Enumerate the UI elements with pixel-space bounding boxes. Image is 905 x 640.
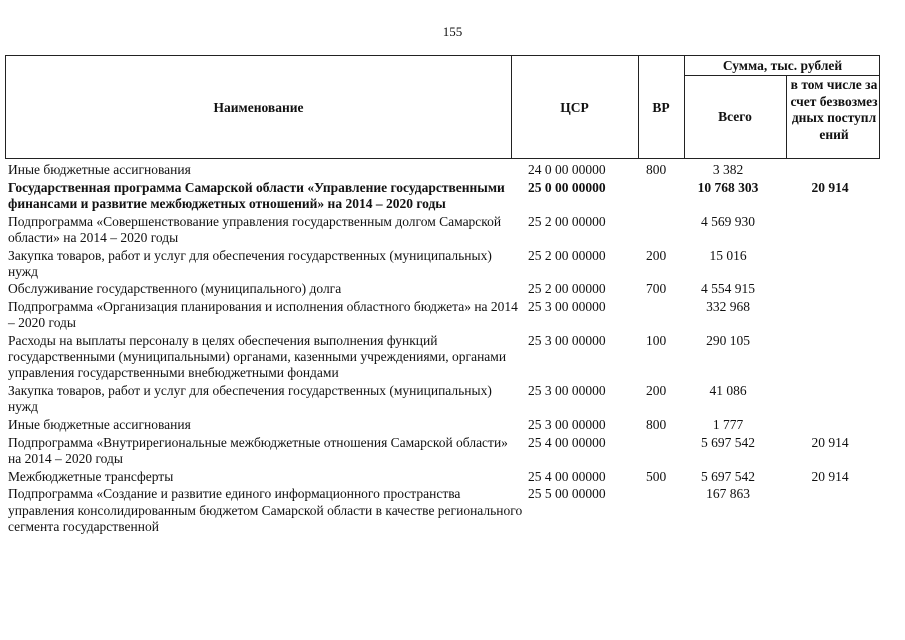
row-name: Закупка товаров, работ и услуг для обеспечения государственных (муниципальных) нужд [8,383,492,415]
row-csr: 25 3 00 00000 [528,333,606,349]
row-vr: 500 [646,468,667,484]
header-vr: ВР [652,100,670,115]
row-csr: 24 0 00 00000 [528,162,606,177]
row-vr: 800 [646,417,667,433]
row-name: Подпрограмма «Создание и развитие единого информационного пространства управления консолидированным бюджетом Самарской области в качестве регионального сегмента государственной [8,486,523,534]
row-total: 167 863 [706,486,750,502]
row-total: 5 697 542 [701,434,755,450]
row-csr: 25 2 00 00000 [528,247,606,263]
table-header [5,55,880,159]
row-total: 1 777 [712,417,744,433]
table-row [0,486,905,535]
header-sum-group: Сумма, тыс. рублей [722,58,843,73]
header-name: Наименование [213,100,304,115]
row-free: 20 914 [811,468,849,484]
divider [786,75,787,158]
row-csr: 25 3 00 00000 [528,417,606,433]
header-total: Всего [718,109,752,124]
header-csr: ЦСР [560,100,589,115]
row-csr: 25 2 00 00000 [528,281,606,297]
row-total: 5 697 542 [701,468,755,484]
row-name: Закупка товаров, работ и услуг для обеспечения государственных (муниципальных) нужд [8,247,492,279]
row-name: Подпрограмма «Внутрирегиональные межбюджетные отношения Самарской области» на 2014 – 2020 годы [8,434,508,466]
header-free-receipts: в том числе за счет безвозмездных поступлений [790,77,878,142]
row-vr: 700 [646,281,667,297]
row-csr: 25 5 00 00000 [528,486,606,502]
row-vr: 800 [646,162,667,177]
row-csr: 25 2 00 00000 [528,213,606,229]
row-free: 20 914 [811,434,849,450]
table-row [0,248,905,280]
row-csr: 25 4 00 00000 [528,468,606,484]
table-body [0,162,905,536]
row-name: Иные бюджетные ассигнования [8,162,191,177]
row-name: Подпрограмма «Совершенствование управления государственным долгом Самарской области» на 2014 – 2020 годы [8,213,502,245]
row-total: 41 086 [709,383,747,399]
row-vr: 200 [646,383,667,399]
table-row [0,383,905,415]
table-row [0,417,905,433]
row-total: 10 768 303 [697,179,759,195]
row-csr: 25 4 00 00000 [528,434,606,450]
row-vr: 100 [646,333,667,349]
row-name: Иные бюджетные ассигнования [8,417,191,433]
table-row [0,333,905,382]
row-csr: 25 3 00 00000 [528,383,606,399]
table-row [0,435,905,467]
row-csr: 25 0 00 00000 [528,179,606,195]
page-number: 155 [442,24,463,39]
row-total: 15 016 [709,247,747,263]
row-free: 20 914 [811,179,849,195]
row-total: 290 105 [706,333,750,349]
table-row [0,180,905,212]
row-csr: 25 3 00 00000 [528,299,606,315]
table-row [0,299,905,331]
row-name: Межбюджетные трансферты [8,468,174,484]
row-total: 3 382 [712,162,744,177]
row-name: Государственная программа Самарской области «Управление государственными финансами и развитие межбюджетных отношений» на 2014 – 2020 годы [8,179,505,211]
divider [684,75,879,76]
row-total: 4 554 915 [701,281,755,297]
table-row [0,214,905,246]
row-name: Подпрограмма «Организация планирования и исполнения областного бюджета» на 2014 – 2020 годы [8,299,518,331]
row-vr: 200 [646,247,667,263]
row-name: Обслуживание государственного (муниципального) долга [8,281,342,297]
table-row [0,162,905,178]
table-row [0,281,905,297]
row-total: 332 968 [706,299,750,315]
row-name: Расходы на выплаты персоналу в целях обеспечения выполнения функций государственными (муниципальными) органами, казенными учреждениями, органами управления государственными внебюджетными фондами [8,333,507,381]
table-row [0,469,905,485]
row-total: 4 569 930 [701,213,755,229]
